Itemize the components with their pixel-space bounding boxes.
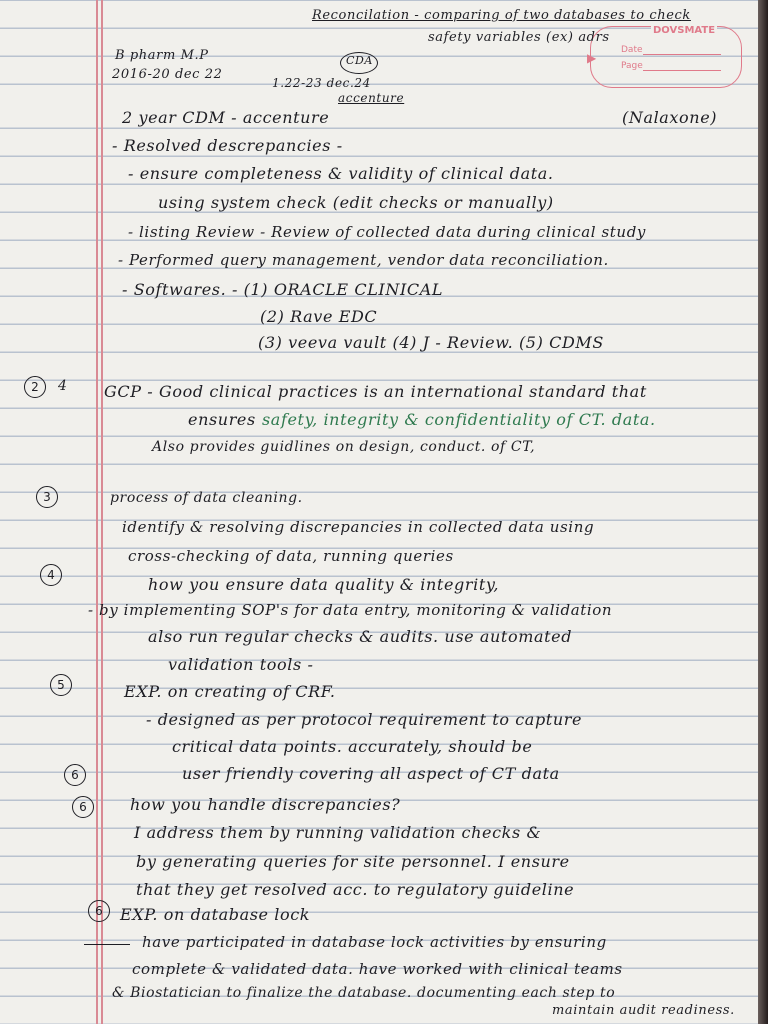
date-rule bbox=[643, 54, 721, 55]
note-line-24: user friendly covering all aspect of CT data bbox=[182, 764, 560, 783]
header-title-line1: Reconcilation - comparing of two databases to check bbox=[312, 8, 691, 23]
author-line2: 2016-20 dec 22 bbox=[112, 67, 223, 82]
note-line-23: critical data points. accurately, should be bbox=[172, 737, 533, 756]
note-line-19: also run regular checks & audits. use automated bbox=[148, 627, 573, 646]
item-number: 6 bbox=[72, 796, 94, 818]
note-line-11: ensures bbox=[188, 410, 256, 429]
item-number: 5 bbox=[50, 674, 72, 696]
cda-label: CDA bbox=[346, 54, 373, 67]
page-shadow-edge bbox=[758, 0, 768, 1024]
page-rule bbox=[643, 70, 721, 71]
note-line-4: using system check (edit checks or manually) bbox=[158, 193, 554, 212]
side-note: (Nalaxone) bbox=[622, 108, 718, 127]
note-line-31: complete & validated data. have worked with clinical teams bbox=[132, 960, 623, 978]
note-line-5: - listing Review - Review of collected data during clinical study bbox=[128, 223, 646, 241]
note-line-25: how you handle discrepancies? bbox=[130, 795, 401, 814]
cda-dates: 1.22-23 dec.24 bbox=[272, 76, 371, 90]
note-line-21: EXP. on creating of CRF. bbox=[124, 682, 336, 701]
note-line-29: EXP. on database lock bbox=[120, 905, 311, 924]
divider-stroke bbox=[84, 944, 130, 945]
date-label: Date bbox=[621, 45, 643, 55]
note-line-10: GCP - Good clinical practices is an international standard that bbox=[104, 382, 647, 401]
item-number-alt: 4 bbox=[58, 378, 68, 394]
note-line-17: how you ensure data quality & integrity, bbox=[148, 575, 500, 594]
note-line-15: identify & resolving discrepancies in collected data using bbox=[122, 518, 595, 536]
item-number: 2 bbox=[24, 376, 46, 398]
note-line-20: validation tools - bbox=[168, 655, 314, 674]
note-line-16: cross-checking of data, running queries bbox=[128, 547, 454, 565]
note-line-12: safety, integrity & confidentiality of CT. data. bbox=[262, 410, 656, 429]
cda-company: accenture bbox=[338, 91, 405, 105]
page-label: Page bbox=[621, 61, 643, 71]
margin-line bbox=[96, 0, 98, 1024]
margin-line bbox=[101, 0, 103, 1024]
item-number: 6 bbox=[64, 764, 86, 786]
note-line-2: - Resolved descrepancies - bbox=[112, 136, 343, 155]
note-line-30: have participated in database lock activities by ensuring bbox=[142, 933, 607, 951]
note-line-27: by generating queries for site personnel. I ensure bbox=[136, 852, 570, 871]
note-line-18: - by implementing SOP's for data entry, monitoring & validation bbox=[88, 601, 613, 619]
note-line-28: that they get resolved acc. to regulatory guideline bbox=[136, 880, 575, 899]
note-line-14: process of data cleaning. bbox=[110, 490, 303, 506]
note-line-3: - ensure completeness & validity of clinical data. bbox=[128, 164, 554, 183]
note-line-8: (2) Rave EDC bbox=[260, 307, 378, 326]
note-line-26: I address them by running validation checks & bbox=[134, 823, 542, 842]
item-number: 6 bbox=[88, 900, 110, 922]
item-number: 4 bbox=[40, 564, 62, 586]
brand-name: DOVSMATE bbox=[653, 25, 716, 36]
note-line-1: 2 year CDM - accenture bbox=[122, 108, 330, 127]
note-line-33: maintain audit readiness. bbox=[552, 1003, 735, 1018]
author-line1: B pharm M.P bbox=[115, 48, 209, 63]
item-number: 3 bbox=[36, 486, 58, 508]
note-line-32: & Biostatician to finalize the database. documenting each step to bbox=[112, 985, 616, 1001]
header-title-line2: safety variables (ex) adrs bbox=[428, 30, 610, 45]
note-line-7: - Softwares. - (1) ORACLE CLINICAL bbox=[122, 280, 444, 299]
notebook-brand-box bbox=[587, 25, 742, 88]
note-line-13: Also provides guidlines on design, conduct. of CT, bbox=[152, 439, 536, 455]
note-line-9: (3) veeva vault (4) J - Review. (5) CDMS bbox=[258, 333, 604, 352]
note-line-22: - designed as per protocol requirement to capture bbox=[146, 710, 583, 729]
brand-arrow-icon: ▶ bbox=[587, 51, 597, 65]
note-line-6: - Performed query management, vendor data reconciliation. bbox=[118, 251, 609, 269]
